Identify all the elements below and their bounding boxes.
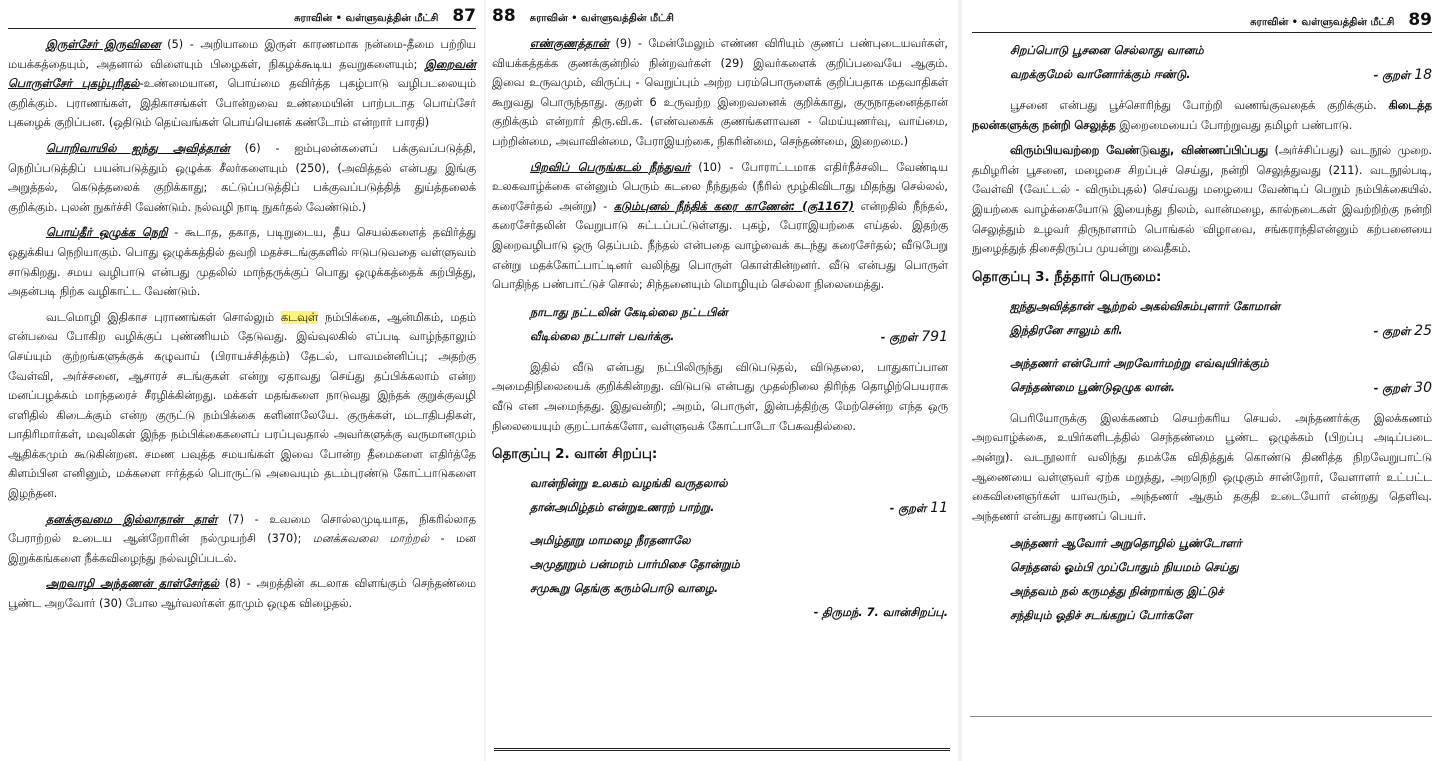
body-text: (10) - போராட்டமாக எதிர்நீச்சலிட வேண்டிய உலகவாழ்க்கை என்னும் பெரும் கடலை நீந்துதல் (நீரில் மூழ்கிவிடாது மிதந்து செல்லல், கரைசேர்தல் அன்று) - [492,160,948,213]
section-heading: தொகுப்பு 2. வான் சிறப்பு: [492,446,658,463]
paragraph [8,308,476,504]
highlighted-word[interactable]: கடவுள் [280,310,319,324]
body-text: - கூடாத, தகாத, படிறுடைய, தீய செயல்களைத் தவிர்த்து ஒதுக்கிய நெறியாகும். பொது ஒழுக்கத்தில் தவறி மதச்சடங்குகளில் ஈடுபடுவதை வள்ளுவம் சாடுகிறது. சமய வழிபாடு என்பது முதலில் மாந்தருக்குப் பொது ஒழுக்கத்தைக் கற்பித்து, அதன்படி நிற்க வழிகாட்ட வேண்டும். [8,226,476,299]
body-text: (8) - அறத்தின் கடலாக விளங்கும் செந்தண்மை பூண்ட அறவோர் (30) போல ஆர்வலர்கள் தாமும் ஒழுக விழைதல். [8,577,476,611]
body-text: (6) - ஐம்புலன்களைப் பக்குவப்படுத்தி, நெறிப்படுத்திப் பயன்படுத்தும் ஒழுக்க சீலர்களையும் (250), (அவித்தல் என்பது இங்கு அறுத்தல், கெடுத்தலைக் குறிக்காது; கட்டுப்படுத்திப் பக்குவப்படுத்தித் துய்த்தலைக் குறிக்கும். புலன் நுகர்ச்சி வேண்டும். நல்வழி நாடி நுகர்தல் வேண்டும்.) [8,141,477,214]
verse-reference [1374,319,1432,344]
verse-text: வறக்குமேல் வானோர்க்கும் ஈண்டு. [1010,68,1191,81]
kural-verse [1010,352,1432,401]
ref-label: - குறள் [1373,381,1411,395]
term: அறவாழி அந்தணன் தாள்சேர்தல் [46,577,220,591]
verse-text: செந்தண்மை பூண்டுஒழுக லான். [1010,380,1175,394]
paragraph [492,34,948,152]
verse-line [530,529,948,553]
running-header [492,6,948,28]
kural-verse [530,472,948,521]
ref-number: 30 [1414,379,1432,396]
page-89 [962,0,1440,761]
verse-line [530,325,948,350]
paragraph: பெரியோருக்கு இலக்கணம் செயற்கரிய செயல். அந்தணர்க்கு இலக்கணம் அறவாழ்க்கை, உயிர்களிடத்தில் செந்தண்மை பூண்ட ஒழுக்கம் (பிறப்பு அடிப்படை அன்று). வடநூலார் வலிந்து தமக்கே விதித்துக் கொண்டு திணித்த நிறவேறுபாட்டு ஆணையை வள்ளுவர் ஏற்க மறுத்து, அறநெறி ஒழுகும் சான்றோர், வேளாளர் உட்பட்ட கைவினைஞர்கள் யாவரும், அந்தணர் ஆகும் தகுதி உடையோர் என்றது தெளிவு. அந்தணர் என்பது காரணப் பெயர். [972,411,1432,523]
term: இருள்சேர் இருவினை [46,38,161,51]
body-text: நம்பிக்கை, ஆன்மிகம், மதம் என்பவை போகிற வழிக்குப் புண்ணியம் தேடுவது. இவ்வுலகில் எப்படி வாழ்ந்தாலும் செய்யும் குற்றங்களுக்குக் கழுவாய் (பிராயச்சித்தம்) தேடல், பாவமன்னிப்பு; அதற்கு வேள்வி, அர்ச்சனை, ஆசாரச் சடங்குகள் என்று ஏதாவது செய்து தப்பிக்கலாம் என்ற மனப்பழக்கம் மாந்தரைச் சீரழிக்கின்றது. மக்கள் மதங்களை நாடுவது இந்தக் குறுக்குவழி எளிதில் கிடைக்கும் என்ற குருட்டு நம்பிக்கை களினாலேயே. குருக்கள், மடாதிபதிகள், பாதிரிமார்கள், மவுலிகள் இந்த நம்பிக்கைகளைப் பரப்புவதால் அவர்களுக்கு வருமானமும் ஆதிக்கமும் கூடுகின்றன. சமண பவுத்த சமயங்கள் இவை போன்ற தீமைகளை எதிர்த்தே கிளம்பின எனினும், மக்களை ஈர்த்தல் பொருட்டு அவையும் தடம்புரண்டு கோட்பாடுகளை இழந்தன. [8,310,476,501]
verse-text: அந்தணர் ஆவோர் அறுதொழில் பூண்டோளர் [1010,537,1242,551]
verse-text: இந்திரனே சாலும் கரி. [1010,323,1123,337]
page-87 [0,0,484,761]
verse-text: வான்நின்று உலகம் வழங்கி வருதலால் [530,477,728,491]
ref-label: - குறள் [1373,69,1411,82]
verse-reference: - திருமந். 7. வான்சிறப்பு. [813,606,948,620]
body-text: (7) - உவமை சொல்லமுடியாத, நிகரில்லாத பேராற்றல் உடைய ஆன்றோரின் நல்முயற்சி (370); [8,512,476,546]
ref-label: - குறள் [880,330,918,344]
page-number: 87 [452,6,476,26]
paragraph [972,141,1432,259]
ref-number: 25 [1414,322,1432,339]
ref-number: 791 [921,328,948,345]
term: தனக்குவமை இல்லாதான் தாள் [46,512,218,526]
verse-line [530,601,948,625]
body-text: -உண்மையான, பொய்மை தவிர்த்த புகழ்பாடு வழிபடலையும் குறிக்கும். புராணங்கள், இதிகாசங்கள் போன்றவை உண்மையின் பாற்படாத பொய்சேர் புகழைக் குறிப்பன. (ஒதிடும் தெய்வங்கள் பொய்யெனக் கண்டோம் என்றார் பாரதி) [8,77,476,130]
term: பொய்தீர் ஒழுக்க நெறி [46,226,168,240]
bold-phrase: விரும்பியவற்றை வேண்டுவது, விண்ணப்பிப்பது [1010,144,1269,158]
ref-label: - குறள் [889,502,927,516]
verse-line [1010,376,1432,401]
page-bottom-rule [494,748,950,751]
ref-number: 11 [930,500,948,517]
page-bottom-rule [970,716,1432,717]
verse-line [1010,604,1432,628]
verse-line [1010,39,1432,63]
body-text: (9) - மேன்மேலும் எண்ண விரியும் குணப் பண்புடையவர்கள், வியக்கத்தக்க குணக்குன்றில் நின்றவர்கள் (29) இவர்களைக் குறிப்பவையே ஆகும். இவை உருவமும், விருப்பு - வெறுப்பும் அற்ற பரம்பொருளைக் குறிப்பதாக மதவாதிகள் கூறுவது பொருந்தாது. குறள் 6 உருவற்ற இறைவனைக் குறிக்காது, குருநாதனைத்தான் குறிக்கும் என்றார் திரு.வி.க. (எண்வகைக் குணங்களாவன - மெய்யுணர்வு, வாய்மை, பற்றின்மை, அவாவின்மை, பேராஇயற்கை, நிகரின்மை, செந்தண்மை, இறைமை.) [492,37,948,148]
page-88 [486,0,958,761]
running-header [8,6,476,29]
italic-phrase: மனக்கவலை மாற்றல் [312,532,430,546]
verse-text: நாடாது நட்டலின் கேடில்லை நட்டபின் [530,305,728,319]
verse-text: ஐந்துஅவித்தான் ஆற்றல் அகல்விசும்புளார் கோமான் [1010,299,1280,313]
verse-text: சந்தியும் ஓதிச் சடங்கறுப் போர்களே [1010,609,1193,623]
body-text: - மன இறுக்கங்களை நீக்கவிழைந்து நல்வழிப்படல். [8,532,476,565]
ref-number: 18 [1414,67,1432,83]
term: கடும்புனல் நீந்திக் கரை காணேன்: (கு1167) [613,199,854,213]
term: எண்குணத்தான் [530,37,610,50]
verse-reference [881,325,948,350]
header-title: சுராவின் • வள்ளுவத்தின் மீட்சி [529,13,674,24]
header-title: சுராவின் • வள்ளுவத்தின் மீட்சி [1250,17,1395,28]
paragraph [8,223,476,301]
paragraph [8,139,476,217]
thirumanthiram-verse [1010,532,1432,628]
verse-reference [890,496,948,521]
body-text: வடமொழி இதிகாச புராணங்கள் சொல்லும் [46,310,281,324]
paragraph [8,35,476,133]
verse-line [1010,580,1432,604]
verse-text: அமுதூறும் பன்மரம் பார்மிசை தோன்றும் [530,558,740,572]
header-title: சுராவின் • வள்ளுவத்தின் மீட்சி [294,13,439,24]
term: இறைவன் பொருள்சேர் புகழ்புரிதல் [8,57,476,91]
kural-verse [1010,39,1432,88]
term: பொறிவாயில் ஐந்து அவித்தான் [46,141,230,155]
verse-reference [1374,376,1432,401]
verse-text: அமிழ்தூறு மாமழை நீரதனாலே [530,534,691,548]
paragraph [8,510,476,569]
verse-text: வீடில்லை நட்பாள் பவர்க்கு. [530,329,675,343]
verse-line [530,577,948,601]
term: பிறவிப் பெருங்கடல் நீந்துவர் [530,160,691,174]
verse-text: அந்தவம் நல் கருமத்து நின்றாங்கு இட்டுச் [1010,585,1224,599]
kural-verse [1010,295,1432,344]
verse-line [1010,63,1432,88]
paragraph [8,574,476,613]
kural-verse [530,301,948,350]
verse-line [530,553,948,577]
verse-line [1010,556,1432,580]
verse-text: சமுகூறு தெங்கு கரும்பொடு வாழை. [530,582,719,596]
verse-text: சிறப்பொடு பூசனை செல்லாது வானம் [1010,44,1204,57]
body-text: இறைமையைப் போற்றுவது தமிழர் பண்பாடு. [1115,118,1353,132]
paragraph [972,96,1432,135]
page-number: 89 [1408,10,1432,30]
body-text: என்றதில் நீந்தல், கரைசேர்தலின் வேறுபாடு சுட்டப்பட்டுள்ளது. புகழ், பேராஇயற்கை எய்தல். இதற்கு இறைவழிபாடு ஒரு தெப்பம். நீந்தல் என்பதை வாழ்வைக் கடந்து கரைசேர்தல்; வீடுபேறு என்று மதக்கோட்பாட்டினர் வலிந்து பொருள் கொள்கின்றனர். வீடு என்பது பொருள் பொதிந்த பண்பாட்டுச் சொல்; சிந்தனையும் மொழியும் செல்லா நிலைமைத்து. [492,199,948,292]
section-heading: தொகுப்பு 3. நீத்தார் பெருமை: [972,268,1162,285]
body-text: (அர்ச்சிப்பது) வடநூல் முறை. தமிழரின் பூசனை, மழைசை சிறப்புச் செய்து, நன்றி செலுத்துவது (211). வடநூல்படி, வேள்வி (வேட்டல் - விரும்புதல்) செய்வது மழையை வேண்டிப் பெறும் நம்பிக்கையில். இயற்கை வாழ்க்கையோடு இயைந்து நிலம், வான்மழை, கால்நடைகள் இவற்றிற்கு நன்றி செலுத்தும் உழவர் திருநாளாம் பொங்கல் விழாவை, சங்கராந்திஎன்னும் கற்பனையை நுழைத்துத் திசைதிருப்ப முயன்று வைதீகம். [972,144,1432,256]
verse-line [1010,352,1432,376]
verse-line [1010,319,1432,344]
ref-label: - குறள் [1373,324,1411,338]
verse-reference [1374,63,1432,88]
verse-line [530,496,948,521]
verse-text: செந்தனல் ஓம்பி முப்போதும் நியமம் செய்து [1010,561,1239,575]
verse-line [530,301,948,325]
body-text: (5) - அறியாமை இருள் காரணமாக நன்மை-தீமை பற்றிய மயக்கத்தையும், அதனால் விளையும் பிழைகள், நிகழக்கூடிய தவறுகளையும்; [8,38,476,71]
paragraph: இதில் வீடு என்பது நட்பிலிருந்து விடுபடுதல், விடுதலை, பாதுகாப்பான அமைதிநிலையைக் குறிக்கின்றது. விடுபடு என்பது முதல்நிலை திரிந்த தொழிற்பெயராக வீடு என அமைந்தது. இதுவன்றி; அறம், பொருள், இன்பத்திற்கு மேற்சென்ற எந்த ஒரு நிலையையும் குறட்பாக்களோ, வள்ளுவக் கோட்பாடோ பேசுவதில்லை. [492,360,948,433]
page-number: 88 [492,6,516,26]
thirumanthiram-verse [530,529,948,625]
verse-text: அந்தணர் என்போர் அறவோர்மற்று எவ்வுயிர்க்கும் [1010,356,1269,370]
verse-line [1010,295,1432,319]
body-text: பூசனை என்பது பூச்சொரிந்து போற்றி வணங்குவதைக் குறிக்கும். [1010,99,1389,112]
running-header [972,10,1432,33]
verse-line [530,472,948,496]
paragraph [492,158,948,295]
verse-line [1010,532,1432,556]
verse-text: தான்அமிழ்தம் என்றுஉணரற் பாற்று. [530,501,715,515]
bold-phrase: கிடைத்த நலன்களுக்கு நன்றி செலுத்த [972,99,1432,132]
